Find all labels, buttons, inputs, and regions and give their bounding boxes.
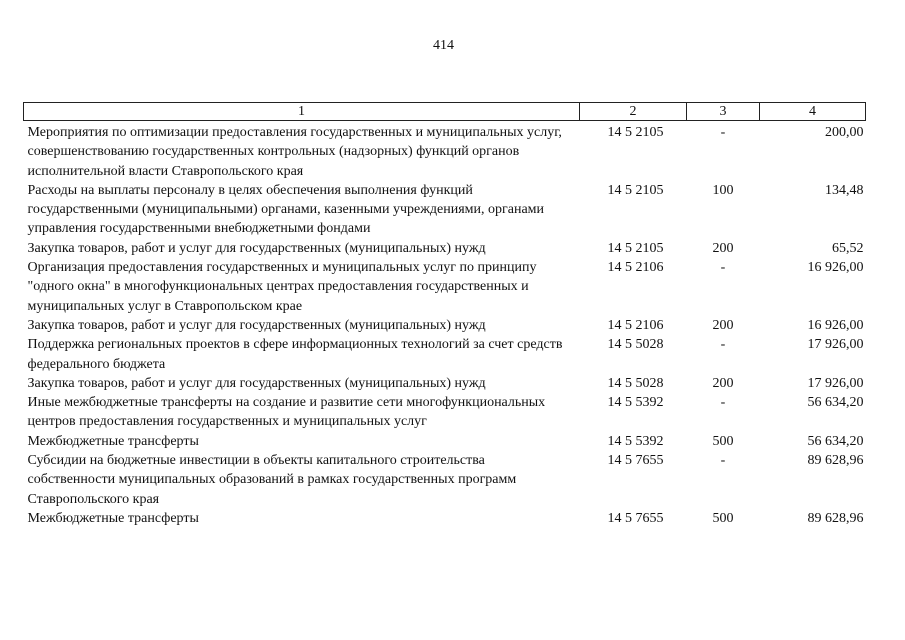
row-amount-cell: 89 628,96 bbox=[807, 453, 864, 469]
row-amount-cell: 134,48 bbox=[825, 182, 864, 198]
row-code-cell: 14 5 5028 bbox=[607, 337, 664, 353]
row-amount-cell: 16 926,00 bbox=[807, 260, 864, 276]
table-row bbox=[24, 316, 866, 335]
column-header-4: 4 bbox=[760, 103, 866, 121]
table-row bbox=[24, 432, 866, 451]
row-type-cell: 200 bbox=[712, 375, 734, 391]
row-type-cell: - bbox=[720, 395, 726, 411]
row-type-cell: 100 bbox=[712, 182, 734, 198]
row-type-cell: 500 bbox=[712, 510, 734, 526]
table-header-row bbox=[24, 103, 866, 121]
row-type-cell: 200 bbox=[712, 240, 734, 256]
budget-table bbox=[23, 102, 866, 528]
table-row bbox=[24, 181, 866, 239]
row-name-cell: Межбюджетные трансферты bbox=[27, 433, 199, 449]
row-code-cell: 14 5 5028 bbox=[607, 375, 664, 391]
row-type-cell: 200 bbox=[712, 317, 734, 333]
row-amount-cell: 200,00 bbox=[825, 125, 864, 140]
row-code-cell: 14 5 2105 bbox=[607, 182, 664, 198]
table-row bbox=[24, 451, 866, 509]
row-name-cell: Межбюджетные трансферты bbox=[27, 510, 199, 526]
row-name-cell: Иные межбюджетные трансферты на создание и развитие сети многофункциональных центров предоставления государственных и муниципальных услуг bbox=[27, 395, 546, 430]
row-name-cell: Субсидии на бюджетные инвестиции в объекты капитального строительства собственности муниципальных образований в рамках государственных программ Ставропольского края bbox=[27, 453, 517, 507]
table-body bbox=[24, 121, 866, 529]
row-code-cell: 14 5 2106 bbox=[607, 317, 664, 333]
table-row bbox=[24, 239, 866, 258]
table-row bbox=[24, 509, 866, 528]
row-type-cell: 500 bbox=[712, 433, 734, 449]
row-code-cell: 14 5 5392 bbox=[607, 433, 664, 449]
row-name-cell: Организация предоставления государственных и муниципальных услуг по принципу "одного окна" в многофункциональных центрах предоставления государственных и муниципальных услуг в Ставропольском крае bbox=[27, 260, 537, 314]
row-code-cell: 14 5 5392 bbox=[607, 395, 664, 411]
row-type-cell: - bbox=[720, 453, 726, 469]
row-type-cell: - bbox=[720, 125, 726, 140]
page-number: 414 bbox=[433, 38, 454, 53]
row-type-cell: - bbox=[720, 260, 726, 276]
row-amount-cell: 16 926,00 bbox=[807, 317, 864, 333]
row-name-cell: Закупка товаров, работ и услуг для государственных (муниципальных) нужд bbox=[27, 240, 486, 256]
row-name-cell: Закупка товаров, работ и услуг для государственных (муниципальных) нужд bbox=[27, 375, 486, 391]
row-code-cell: 14 5 2105 bbox=[607, 240, 664, 256]
row-amount-cell: 17 926,00 bbox=[807, 375, 864, 391]
column-header-3: 3 bbox=[687, 103, 760, 121]
table-row bbox=[24, 258, 866, 316]
row-amount-cell: 17 926,00 bbox=[807, 337, 864, 353]
row-name-cell: Закупка товаров, работ и услуг для государственных (муниципальных) нужд bbox=[27, 317, 486, 333]
table-row bbox=[24, 335, 866, 374]
table-row bbox=[24, 121, 866, 181]
row-code-cell: 14 5 2106 bbox=[607, 260, 664, 276]
column-header-1: 1 bbox=[24, 103, 580, 121]
row-amount-cell: 56 634,20 bbox=[807, 433, 864, 449]
row-code-cell: 14 5 7655 bbox=[607, 510, 664, 526]
row-type-cell: - bbox=[720, 337, 726, 353]
row-name-cell: Расходы на выплаты персоналу в целях обеспечения выполнения функций государственными (муниципальными) органами, казенными учреждениями, органами управления государственными внебюджетными фондами bbox=[27, 182, 545, 237]
column-header-2: 2 bbox=[580, 103, 687, 121]
row-code-cell: 14 5 2105 bbox=[607, 125, 664, 140]
table-row bbox=[24, 374, 866, 393]
row-amount-cell: 65,52 bbox=[832, 240, 864, 256]
row-name-cell: Мероприятия по оптимизации предоставления государственных и муниципальных услуг, совершенствованию государственных контрольных (надзорных) функций органов исполнительной власти Ставропольского края bbox=[27, 125, 562, 179]
table-row bbox=[24, 393, 866, 432]
row-code-cell: 14 5 7655 bbox=[607, 453, 664, 469]
row-amount-cell: 56 634,20 bbox=[807, 395, 864, 411]
row-name-cell: Поддержка региональных проектов в сфере информационных технологий за счет средств федерального бюджета bbox=[27, 337, 563, 372]
row-amount-cell: 89 628,96 bbox=[807, 510, 864, 526]
